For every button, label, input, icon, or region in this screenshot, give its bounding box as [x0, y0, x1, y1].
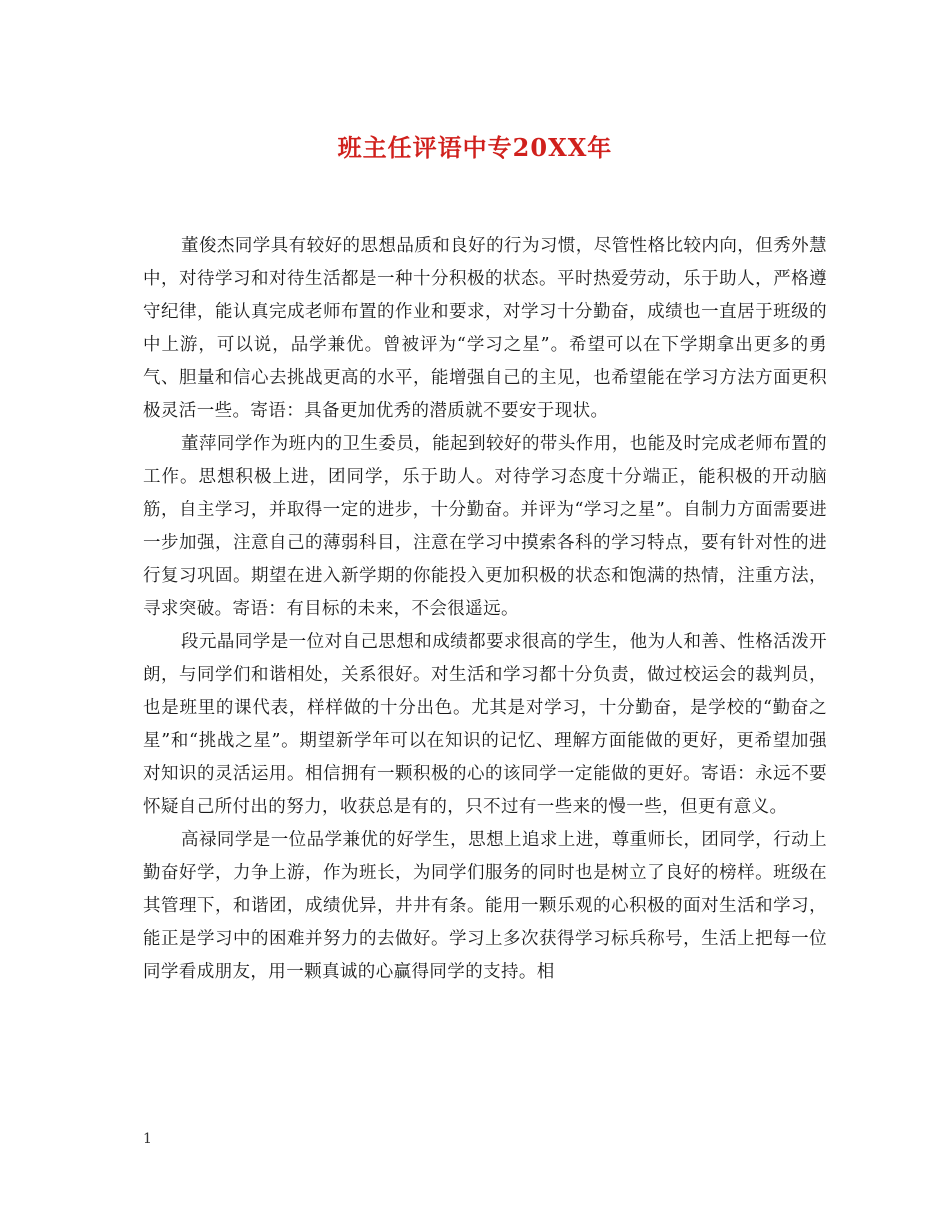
paragraph-duan-yuanjing: 段元晶同学是一位对自己思想和成绩都要求很高的学生，他为人和善、性格活泼开朗，与同学们和谐相处，关系很好。对生活和学习都十分负责，做过校运会的裁判员，也是班里的课代表，样样做的十分出色。尤其是对学习，十分勤奋，是学校的“勤奋之星”和“挑战之星”。期望新学年可以在知识的记忆、理解方面能做的更好，更希望加强对知识的灵活运用。相信拥有一颗积极的心的该同学一定能做的更好。寄语：永远不要怀疑自己所付出的努力，收获总是有的，只不过有一些来的慢一些，但更有意义。 — [143, 632, 827, 817]
paragraph-gao-lu: 高禄同学是一位品学兼优的好学生，思想上追求上进，尊重师长，团同学，行动上勤奋好学，力争上游，作为班长，为同学们服务的同时也是树立了良好的榜样。班级在其管理下，和谐团，成绩优异，井井有条。能用一颗乐观的心积极的面对生活和学习，能正是学习中的困难并努力的去做好。学习上多次获得学习标兵称号，生活上把每一位同学看成朋友，用一颗真诚的心赢得同学的支持。相 — [143, 830, 827, 982]
page-number: 1 — [143, 1131, 152, 1147]
paragraph-dong-ping: 董萍同学作为班内的卫生委员，能起到较好的带头作用，也能及时完成老师布置的工作。思想积极上进，团同学，乐于助人。对待学习态度十分端正，能积极的开动脑筋，自主学习，并取得一定的进步，十分勤奋。并评为“学习之星”。自制力方面需要进一步加强，注意自己的薄弱科目，注意在学习中摸索各科的学习特点，要有针对性的进行复习巩固。期望在进入新学期的你能投入更加积极的状态和饱满的热情，注重方法，寻求突破。寄语：有目标的未来，不会很遥远。 — [143, 434, 827, 619]
paragraph-dong-junjie: 董俊杰同学具有较好的思想品质和良好的行为习惯，尽管性格比较内向，但秀外慧中，对待学习和对待生活都是一种十分积极的状态。平时热爱劳动，乐于助人，严格遵守纪律，能认真完成老师布置的作业和要求，对学习十分勤奋，成绩也一直居于班级的中上游，可以说，品学兼优。曾被评为“学习之星”。希望可以在下学期拿出更多的勇气、胆量和信心去挑战更高的水平，能增强自己的主见，也希望能在学习方法方面更积极灵活一些。寄语：具备更加优秀的潜质就不要安于现状。 — [143, 236, 827, 421]
document-body — [143, 230, 827, 989]
document-title: 班主任评语中专20XX年 — [337, 133, 613, 162]
